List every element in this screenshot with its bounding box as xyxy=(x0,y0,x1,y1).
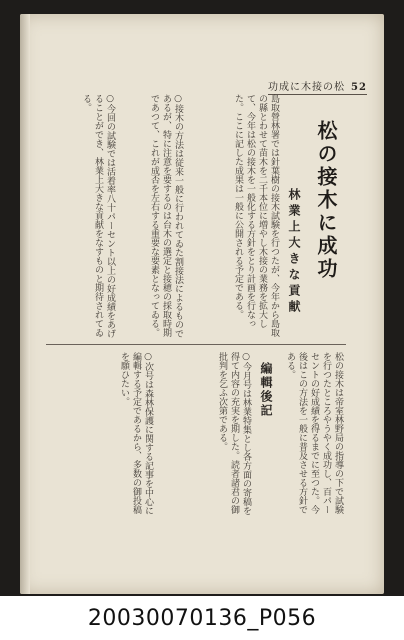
running-header xyxy=(268,78,367,95)
article-body-column-1: 島取營林署では針葉樹の接木試験を行つたが、今年から島取の縣とわせて苗木を二千本位に増やし木接の業務を拡大して、今年は松の接木を一般化する方針をとり計画を行なった。ここに記した成果は一般に公開される予定である。 xyxy=(233,94,279,337)
image-caption: 20030070136_P056 xyxy=(87,605,317,631)
editor-note-lead: 松の接木は帝室林野局の指導の下で試験を行つたところやうやく成功し、百パーセントの好成績を得るまでに至つた。今後はこの方法を一般に普及させる方針である。 xyxy=(285,352,343,514)
editor-note-paragraph-1: ○今月号は林業特集とし各方面の寄稿を得て内容の充実を期した。読者諸君の御批判を乞ふ次第である。 xyxy=(217,352,251,515)
page-number: 52 xyxy=(351,82,367,93)
article-body-column-2: ○接木の方法は従来一般に行われてゐた割接法によるものであるが、特に注意を要するのは台木の選定と接穂の採取時期であつて、これが成否を左右する重要な要素となってゐる。 xyxy=(149,94,183,338)
section-divider xyxy=(46,344,346,345)
editor-postscript-heading: 編輯後記 xyxy=(259,362,273,418)
page-binding-edge xyxy=(20,14,30,594)
article-body-column-3: ○今回の試験では活着率八十パーセント以上の好成績をあげることができ、林業上大きな貢献をなすものと期待されてゐる。 xyxy=(81,94,115,338)
running-title: 功成に木接の松 xyxy=(268,82,345,93)
article-title: 松の接木に成功 xyxy=(314,120,338,281)
editor-note-paragraph-2: ○次号は森林保護に関する記事を中心に編輯する予定であるから、多数の御投稿を願ひたい。 xyxy=(119,352,153,515)
article-subtitle: 林業上大きな貢献 xyxy=(287,188,301,316)
